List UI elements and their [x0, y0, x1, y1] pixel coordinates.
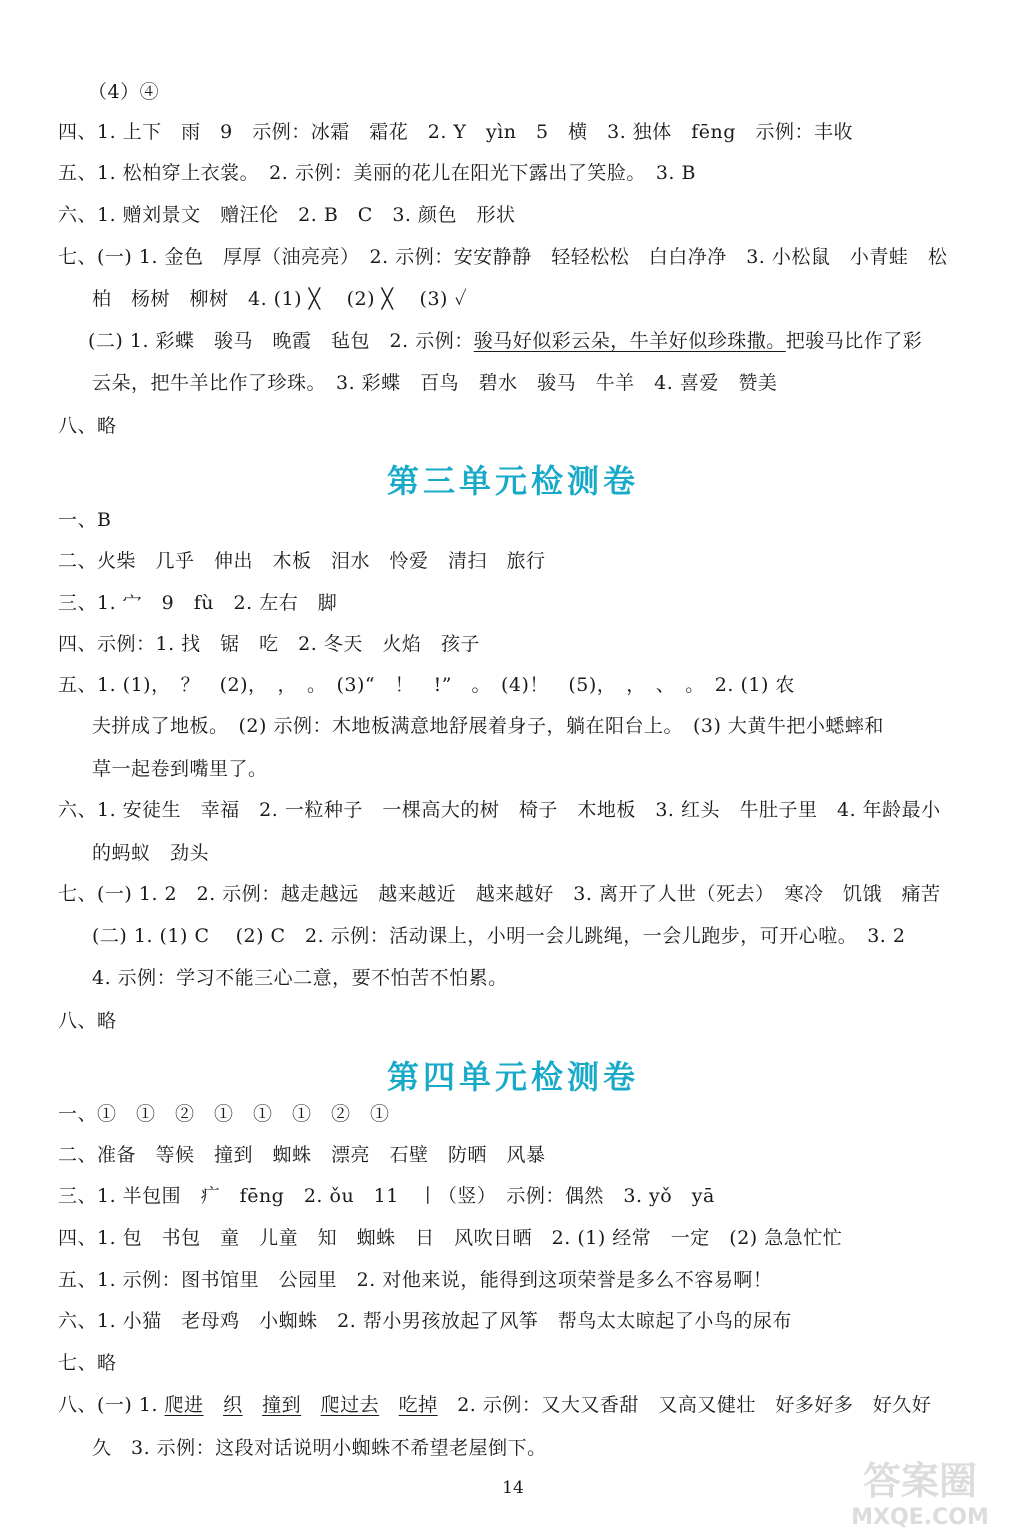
text-line: 草一起卷到嘴里了。: [92, 758, 268, 780]
text-line: 三、1. 半包围 疒 fēng 2. ǒu 11 丨（竖） 示例：偶然 3. yǒ yā: [58, 1185, 715, 1207]
text-line: 云朵，把牛羊比作了珍珠。 3. 彩蝶 百鸟 碧水 骏马 牛羊 4. 喜爱 赞美: [92, 372, 778, 394]
text-segment: 把骏马比作了彩: [785, 330, 923, 352]
text-line-with-underline: [88, 329, 922, 353]
text-line-with-underline: [58, 1393, 931, 1417]
text-line: 八、略: [58, 1010, 117, 1032]
text-line: 四、示例：1. 找 锯 吃 2. 冬天 火焰 孩子: [58, 633, 480, 655]
page-number: 14: [502, 1478, 524, 1498]
text-segment: 八、(一) 1.: [58, 1394, 165, 1416]
text-line: 夫拼成了地板。 (2) 示例：木地板满意地舒展着身子，躺在阳台上。 (3) 大黄牛把小蟋蟀和: [92, 715, 884, 737]
underlined-word: 撞到: [262, 1394, 302, 1416]
text-line: 二、火柴 几乎 伸出 木板 泪水 怜爱 清扫 旅行: [58, 550, 546, 572]
text-line: 八、略: [58, 415, 117, 437]
underlined-word: 织: [223, 1394, 243, 1416]
text-line: 七、略: [58, 1352, 117, 1374]
underlined-word: 吃掉: [398, 1394, 438, 1416]
text-line: 六、1. 赠刘景文 赠汪伦 2. B C 3. 颜色 形状: [58, 204, 516, 226]
text-line: 七、(一) 1. 金色 厚厚（油亮亮） 2. 示例：安安静静 轻轻松松 白白净净 3. 小松鼠 小青蛙 松: [58, 246, 948, 268]
text-line: 五、1. 示例：图书馆里 公园里 2. 对他来说，能得到这项荣誉是多么不容易啊！: [58, 1269, 773, 1291]
text-line: 四、1. 包 书包 童 儿童 知 蜘蛛 日 风吹日晒 2. (1) 经常 一定 (2) 急急忙忙: [58, 1227, 843, 1249]
text-line: 4. 示例：学习不能三心二意，要不怕苦不怕累。: [92, 967, 508, 989]
text-line: （4）④: [88, 81, 160, 103]
text-line: 六、1. 小猫 老母鸡 小蜘蛛 2. 帮小男孩放起了风筝 帮鸟太太晾起了小鸟的尿布: [58, 1310, 792, 1332]
watermark-url: MXQE.COM: [851, 1505, 989, 1530]
text-line: 三、1. 宀 9 fù 2. 左右 脚: [58, 592, 338, 614]
watermark-text: 答案圈: [862, 1459, 978, 1503]
section-heading-unit-3: 第三单元检测卷: [386, 462, 639, 500]
text-line: 四、1. 上下 雨 9 示例：冰霜 霜花 2. Y yìn 5 横 3. 独体 fēng 示例：丰收: [58, 121, 853, 143]
text-line: 一、B: [58, 509, 112, 531]
text-line: 一、① ① ② ① ① ① ② ①: [58, 1103, 390, 1125]
text-line: 的蚂蚁 劲头: [92, 842, 210, 864]
underlined-sentence: 骏马好似彩云朵，牛羊好似珍珠撒。: [473, 330, 786, 352]
section-heading-unit-4: 第四单元检测卷: [386, 1058, 639, 1096]
watermark-logo: [830, 1450, 1010, 1530]
underlined-word: 爬进: [164, 1394, 204, 1416]
text-segment: (二) 1. 彩蝶 骏马 晚霞 毡包 2. 示例：: [88, 330, 474, 352]
text-segment: 2. 示例：又大又香甜 又高又健壮 好多好多 好久好: [437, 1394, 932, 1416]
underlined-word: 爬过去: [320, 1394, 380, 1416]
text-line: 柏 杨树 柳树 4. (1) ╳ (2) ╳ (3) ✓: [92, 288, 468, 310]
text-line: 五、1. 松柏穿上衣裳。 2. 示例：美丽的花儿在阳光下露出了笑脸。 3. B: [58, 162, 696, 184]
text-line: 五、1. (1)， ？ (2)， ， 。 (3)“ ！ !” 。 (4)！ (5)， ， 、 。 2. (1) 农: [58, 674, 795, 696]
text-line: (二) 1. (1) C (2) C 2. 示例：活动课上，小明一会儿跳绳，一会儿跑步，可开心啦。 3. 2: [92, 925, 906, 947]
text-line: 久 3. 示例：这段对话说明小蜘蛛不希望老屋倒下。: [92, 1437, 547, 1459]
text-line: 六、1. 安徒生 幸福 2. 一粒种子 一棵高大的树 椅子 木地板 3. 红头 牛肚子里 4. 年龄最小: [58, 799, 941, 821]
text-line: 七、(一) 1. 2 2. 示例：越走越远 越来越近 越来越好 3. 离开了人世（死去） 寒冷 饥饿 痛苦: [58, 883, 941, 905]
text-line: 二、准备 等候 撞到 蜘蛛 漂亮 石壁 防晒 风暴: [58, 1144, 546, 1166]
